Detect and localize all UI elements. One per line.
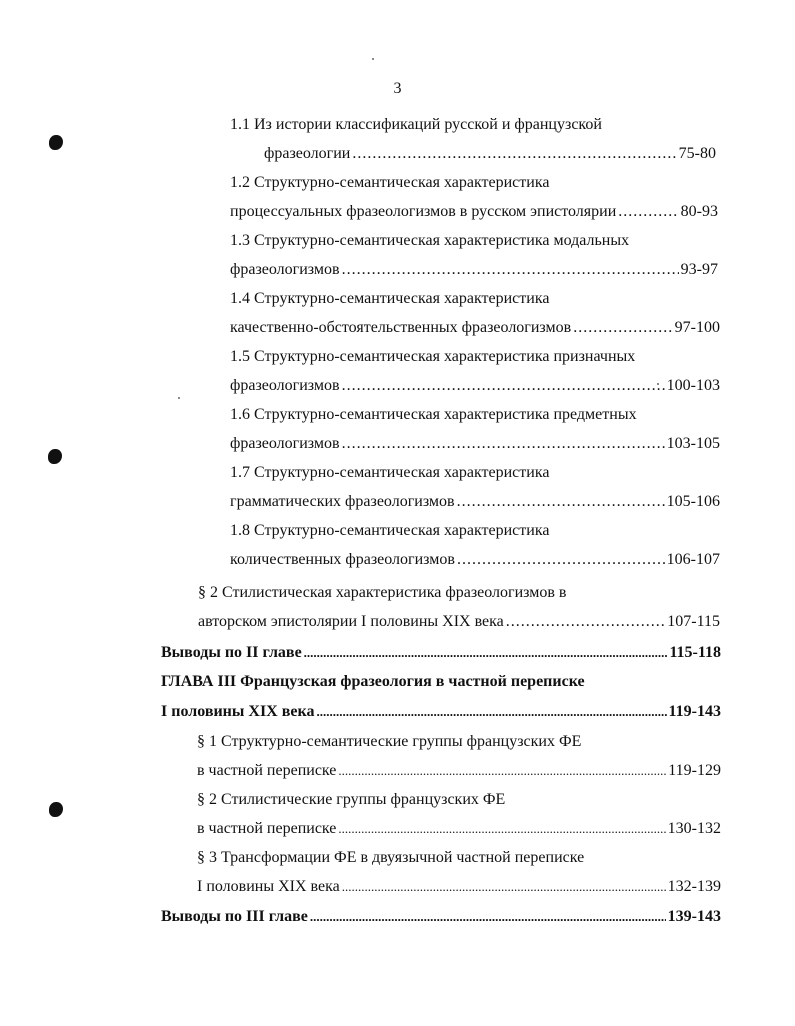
toc-c3-p3-cont: I половины XIX века — [197, 878, 340, 895]
toc-chapter-3-title: ГЛАВА III Французская фразеология в частной переписке — [161, 673, 585, 690]
toc-p2-entry — [198, 611, 720, 633]
toc-1-5-pages: 100-103 — [666, 377, 720, 394]
toc-1-6-pages: 103-105 — [666, 435, 720, 452]
toc-conclusions-3 — [161, 906, 721, 928]
toc-c3-p1-title: § 1 Структурно-семантические группы французских ФЕ — [197, 733, 582, 750]
toc-1-3-title: 1.3 Структурно-семантическая характеристика модальных — [230, 232, 630, 249]
toc-p2-title: § 2 Стилистическая характеристика фразеологизмов в — [198, 584, 567, 601]
toc-1-6-title: 1.6 Структурно-семантическая характеристика предметных — [230, 406, 637, 423]
toc-1-2-pages: 80-93 — [680, 203, 718, 220]
toc-p2-pages: 107-115 — [667, 613, 720, 630]
toc-conclusions-3-text: Выводы по III главе — [161, 908, 308, 925]
toc-1-8-title: 1.8 Структурно-семантическая характеристика — [230, 522, 550, 539]
leader-dots — [310, 906, 666, 928]
leader-dots — [338, 760, 666, 782]
toc-c3-p2-title: § 2 Стилистические группы французских ФЕ — [197, 791, 506, 808]
leader-dots — [304, 642, 668, 664]
toc-1-6-entry — [230, 433, 720, 455]
toc-1-1-pages: 75-80 — [678, 145, 716, 162]
leader-dots — [342, 876, 666, 898]
toc-c3-p1-pages: 119-129 — [668, 762, 721, 779]
binding-hole-mark — [49, 802, 63, 817]
toc-1-8-pages: 106-107 — [666, 551, 720, 568]
toc-1-4-cont: качественно-обстоятельственных фразеологизмов — [230, 319, 572, 336]
toc-1-1-cont: фразеологии — [264, 145, 351, 162]
toc-chapter-3-entry — [161, 701, 721, 723]
binding-hole-mark — [48, 449, 62, 464]
leader-dots — [457, 549, 665, 571]
toc-1-1-title: 1.1 Из истории классификаций русской и французской — [230, 116, 602, 133]
toc-c3-p3-pages: 132-139 — [667, 878, 721, 895]
leader-dots — [342, 259, 679, 281]
toc-1-4-title: 1.4 Структурно-семантическая характеристика — [230, 290, 550, 307]
leader-dots — [342, 433, 665, 455]
toc-1-4-entry — [230, 317, 720, 339]
toc-1-2-title: 1.2 Структурно-семантическая характеристика — [230, 174, 550, 191]
toc-1-7-title: 1.7 Структурно-семантическая характеристика — [230, 464, 550, 481]
leader-dots — [618, 201, 678, 223]
leader-dots — [342, 375, 665, 397]
toc-c3-p2-pages: 130-132 — [667, 820, 721, 837]
toc-c3-p3-entry — [197, 876, 721, 898]
toc-chapter-3-cont: I половины XIX века — [161, 703, 315, 720]
scan-speck — [657, 383, 659, 385]
binding-hole-mark — [49, 135, 63, 150]
toc-c3-p1-cont: в частной переписке — [197, 762, 337, 779]
toc-conclusions-3-pages: 139-143 — [667, 908, 721, 925]
toc-1-7-pages: 105-106 — [666, 493, 720, 510]
leader-dots — [573, 317, 672, 339]
toc-1-3-pages: 93-97 — [680, 261, 718, 278]
toc-1-5-entry — [230, 375, 720, 397]
toc-1-5-cont: фразеологизмов — [230, 377, 340, 394]
toc-chapter-3-pages: 119-143 — [668, 703, 721, 720]
toc-1-4-pages: 97-100 — [674, 319, 720, 336]
leader-dots — [316, 701, 666, 723]
leader-dots — [352, 143, 676, 165]
toc-1-7-cont: грамматических фразеологизмов — [230, 493, 455, 510]
toc-conclusions-2-text: Выводы по II главе — [161, 644, 302, 661]
toc-1-5-title: 1.5 Структурно-семантическая характеристика призначных — [230, 348, 636, 365]
toc-1-2-entry — [230, 201, 718, 223]
toc-c3-p1-entry — [197, 760, 721, 782]
leader-dots — [457, 491, 665, 513]
toc-conclusions-2-pages: 115-118 — [669, 644, 721, 661]
toc-c3-p2-entry — [197, 818, 721, 840]
leader-dots — [338, 818, 665, 840]
toc-1-3-entry — [230, 259, 718, 281]
toc-c3-p2-cont: в частной переписке — [197, 820, 337, 837]
leader-dots — [506, 611, 665, 633]
toc-1-8-cont: количественных фразеологизмов — [230, 551, 455, 568]
page-number: 3 — [393, 80, 402, 97]
toc-c3-p3-title: § 3 Трансформации ФЕ в двуязычной частной переписке — [197, 849, 585, 866]
toc-1-2-cont: процессуальных фразеологизмов в русском эпистолярии — [230, 203, 617, 220]
scan-speck — [372, 58, 374, 60]
toc-conclusions-2 — [161, 642, 721, 664]
toc-p2-cont: авторском эпистолярии I половины XIX века — [198, 613, 504, 630]
scan-speck — [178, 397, 180, 399]
toc-1-1-entry — [264, 143, 716, 165]
toc-1-7-entry — [230, 491, 720, 513]
toc-1-8-entry — [230, 549, 720, 571]
toc-1-3-cont: фразеологизмов — [230, 261, 340, 278]
toc-1-6-cont: фразеологизмов — [230, 435, 340, 452]
